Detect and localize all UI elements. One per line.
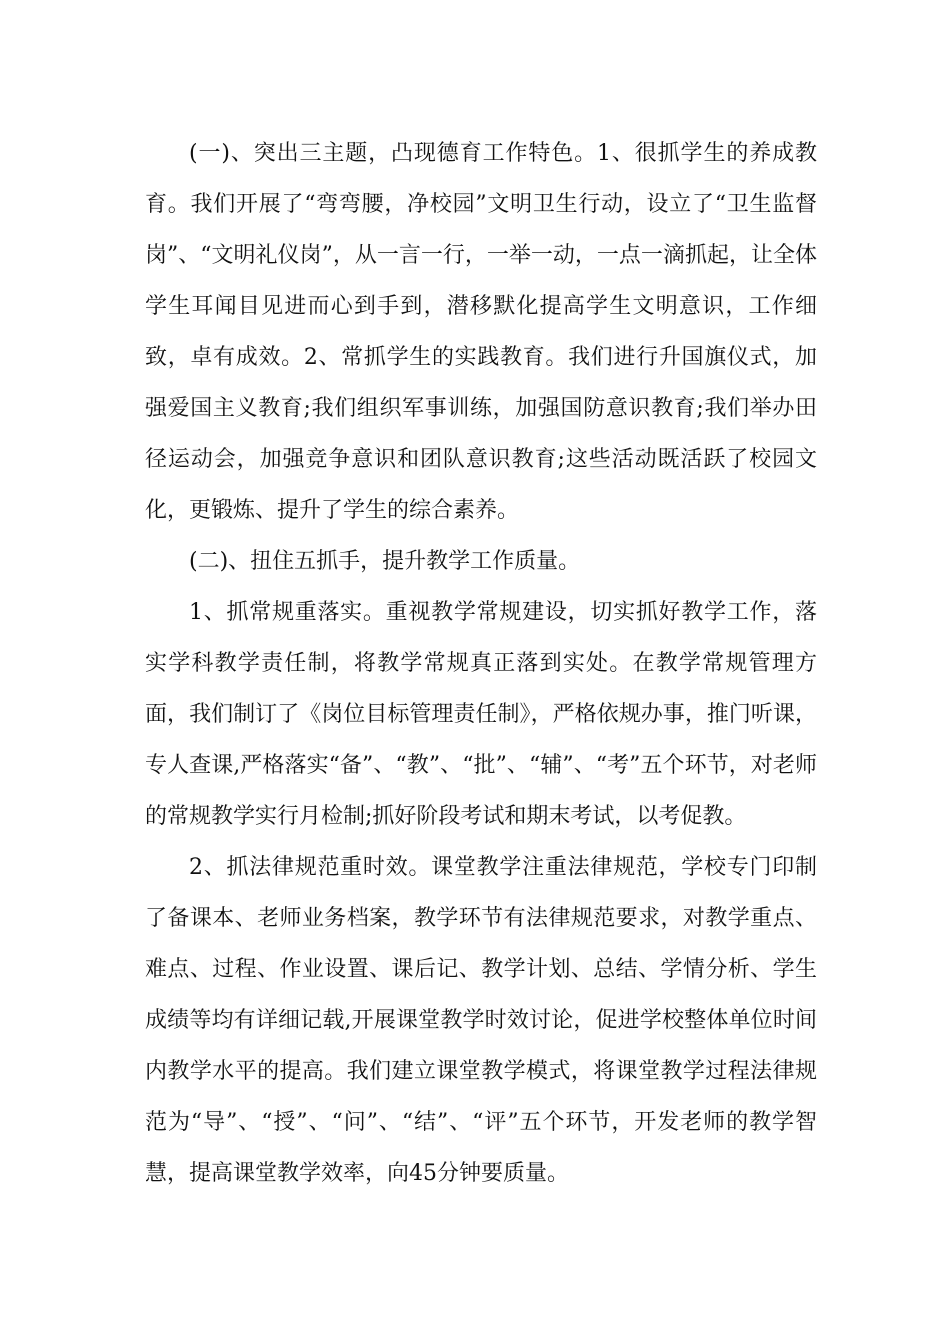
document-body [145, 128, 817, 1199]
paragraph-standards-efficiency: 2、抓法律规范重时效。课堂教学注重法律规范，学校专门印制了备课本、老师业务档案，教学环节有法律规范要求，对教学重点、难点、过程、作业设置、课后记、教学计划、总结、学情分析、学生成绩等均有详细记载,开展课堂教学时效讨论，促进学校整体单位时间内教学水平的提高。我们建立课堂教学模式，将课堂教学过程法律规范为“导”、“授”、“问”、“结”、“评”五个环节，开发老师的教学智慧，提高课堂教学效率，向45分钟要质量。 [145, 855, 817, 1186]
paragraph-moral-education: (一)、突出三主题，凸现德育工作特色。1、很抓学生的养成教育。我们开展了“弯弯腰，净校园”文明卫生行动，设立了“卫生监督岗”、“文明礼仪岗”，从一言一行，一举一动，一点一滴抓起，让全体学生耳闻目见进而心到手到，潜移默化提高学生文明意识，工作细致，卓有成效。2、常抓学生的实践教育。我们进行升国旗仪式，加强爱国主义教育;我们组织军事训练，加强国防意识教育;我们举办田径运动会，加强竞争意识和团队意识教育;这些活动既活跃了校园文化，更锻炼、提升了学生的综合素养。 [145, 141, 817, 523]
paragraph-routine-implementation: 1、抓常规重落实。重视教学常规建设，切实抓好教学工作，落实学科教学责任制，将教学常规真正落到实处。在教学常规管理方面，我们制订了《岗位目标管理责任制》，严格依规办事，推门听课，专人查课,严格落实“备”、“教”、“批”、“辅”、“考”五个环节，对老师的常规教学实行月检制;抓好阶段考试和期末考试，以考促教。 [145, 600, 817, 829]
paragraph-teaching-quality-heading: (二)、扭住五抓手，提升教学工作质量。 [189, 549, 581, 574]
